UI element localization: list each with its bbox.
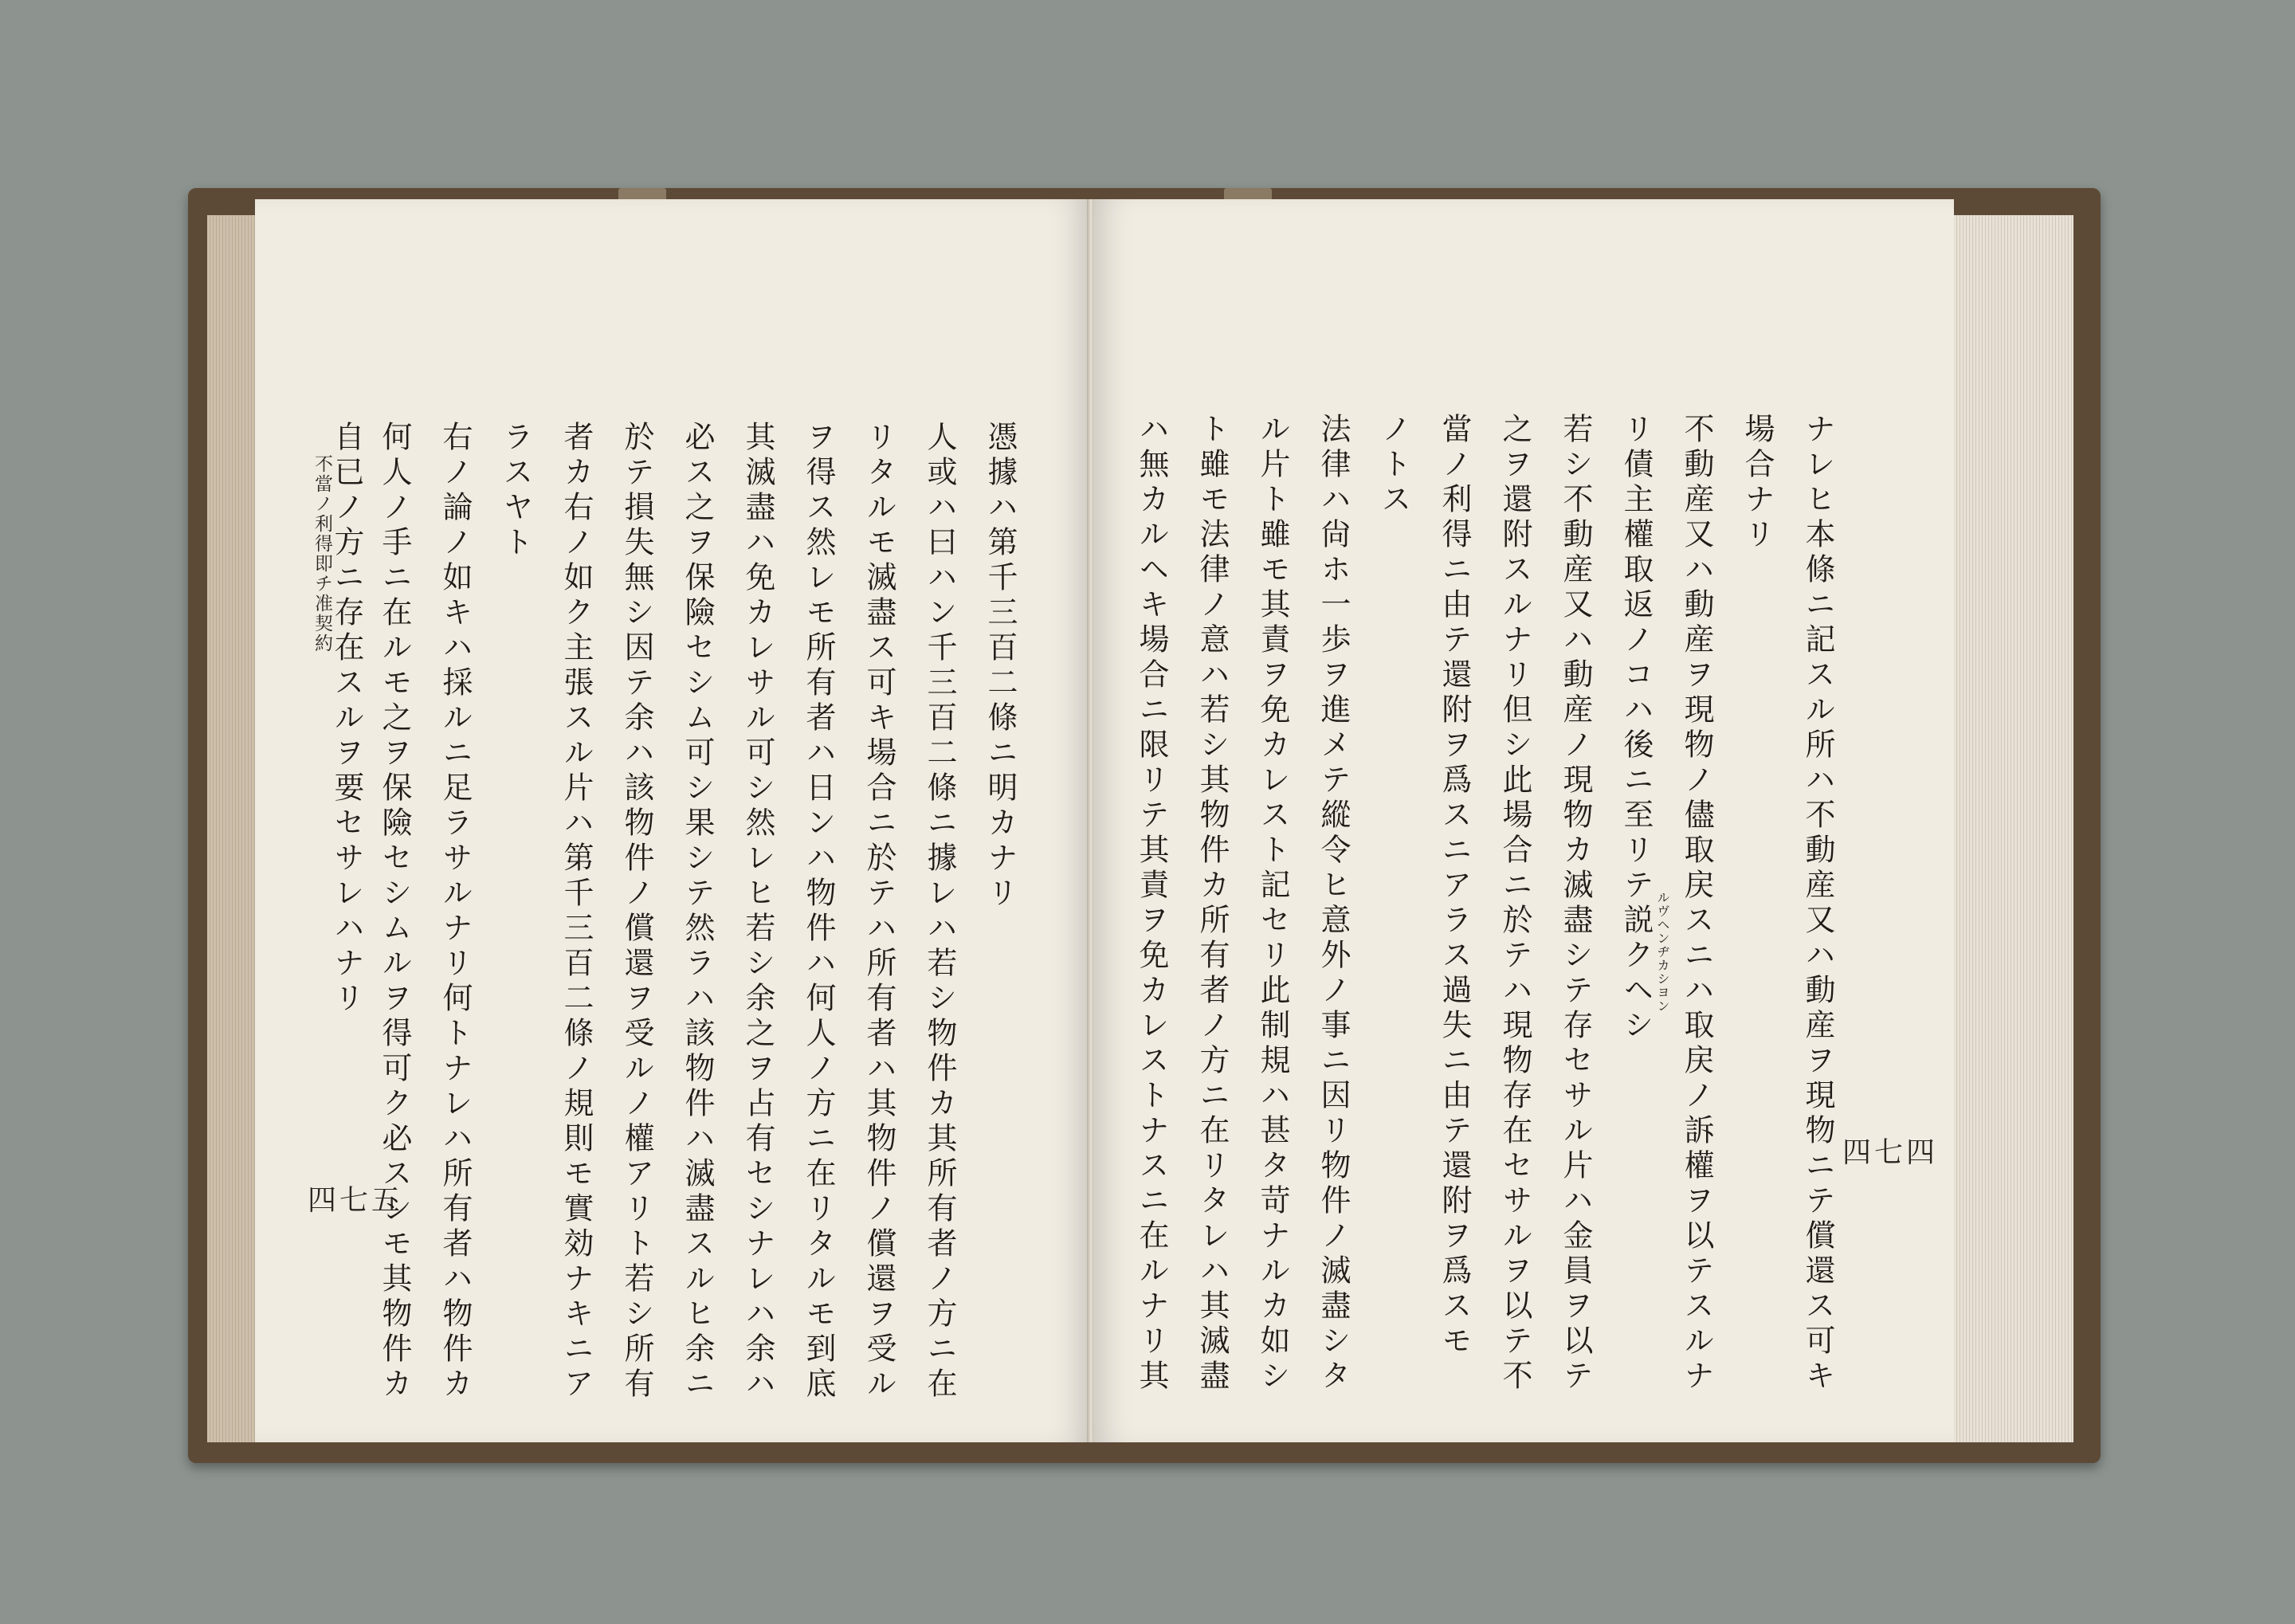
page-number: 四七四 — [1842, 1136, 1939, 1169]
page-edges-left — [207, 215, 255, 1442]
left-page — [255, 199, 1089, 1442]
running-header: 不當ノ利得即チ准契約 — [312, 454, 332, 653]
text-column: ナレヒ本條ニ記スル所ハ不動産又ハ動産ヲ現物ニテ償還ス可キ — [1800, 413, 1835, 1395]
text-column: 當ノ利得ニ由テ還附ヲ爲スニアラス過失ニ由テ還附ヲ爲スモ — [1437, 413, 1472, 1359]
text-column: 人或ハ曰ハン千三百二條ニ據レハ若シ物件カ其所有者ノ方ニ在 — [922, 421, 957, 1402]
text-column: 之ヲ還附スルナリ但シ此場合ニ於テハ現物存在セサルヲ以テ不 — [1497, 413, 1532, 1395]
text-column: 於テ損失無シ因テ余ハ該物件ノ償還ヲ受ルノ權アリト若シ所有 — [619, 421, 654, 1402]
text-column: 必ス之ヲ保險セシム可シ果シテ然ラハ該物件ハ滅盡スルヒ余ニ — [680, 421, 715, 1402]
text-column: 者カ右ノ如ク主張スル片ハ第千三百二條ノ規則モ實効ナキニア — [559, 421, 594, 1402]
text-column: 其滅盡ハ免カレサル可シ然レヒ若シ余之ヲ占有セシナレハ余ハ — [740, 421, 775, 1402]
text-column: 不動産又ハ動産ヲ現物ノ儘取戻スニハ取戻ノ訴權ヲ以テスルナ — [1679, 413, 1714, 1395]
text-column: リタルモ滅盡ス可キ場合ニ於テハ所有者ハ其物件ノ償還ヲ受ル — [861, 421, 896, 1402]
text-column: ハ無カルヘキ場合ニ限リテ其責ヲ免カレストナスニ在ルナリ其 — [1134, 413, 1169, 1395]
text-column: 何人ノ手ニ在ルモ之ヲ保險セシムルヲ得可ク必スシモ其物件カ — [377, 421, 412, 1402]
text-column: 自已ノ方ニ存在スルヲ要セサレハナリ — [329, 421, 364, 1017]
text-column: 場合ナリ — [1740, 413, 1775, 553]
text-column: 若シ不動産又ハ動産ノ現物カ滅盡シテ存セサル片ハ金員ヲ以テ — [1558, 413, 1593, 1395]
page-edges-right — [1954, 215, 2073, 1442]
text-column: ト雖モ法律ノ意ハ若シ其物件カ所有者ノ方ニ在リタレハ其滅盡 — [1195, 413, 1230, 1395]
right-page — [1093, 199, 1954, 1442]
text-column: 右ノ論ノ如キハ採ルニ足ラサルナリ何トナレハ所有者ハ物件カ — [437, 421, 473, 1402]
ruby-annotation: ルヴヘンヂカシヨン — [1655, 891, 1670, 1013]
text-column: ヲ得ス然レモ所有者ハ日ンハ物件ハ何人ノ方ニ在リタルモ到底 — [801, 421, 836, 1402]
page-number: 四七五 — [308, 1184, 404, 1217]
open-book — [188, 188, 2101, 1463]
text-column: ラスヤト — [498, 421, 533, 561]
text-column: 法律ハ尙ホ一歩ヲ進メテ縱令ヒ意外ノ事ニ因リ物件ノ滅盡シタ — [1316, 413, 1351, 1395]
text-column: ル片ト雖モ其責ヲ免カレスト記セリ此制規ハ甚タ苛ナルカ如シ — [1255, 413, 1290, 1395]
text-column: ノトス — [1376, 413, 1411, 518]
text-column: リ債主權取返ノコハ後ニ至リテ説クヘシ — [1618, 413, 1654, 1044]
text-column: 憑據ハ第千三百二條ニ明カナリ — [983, 421, 1018, 912]
